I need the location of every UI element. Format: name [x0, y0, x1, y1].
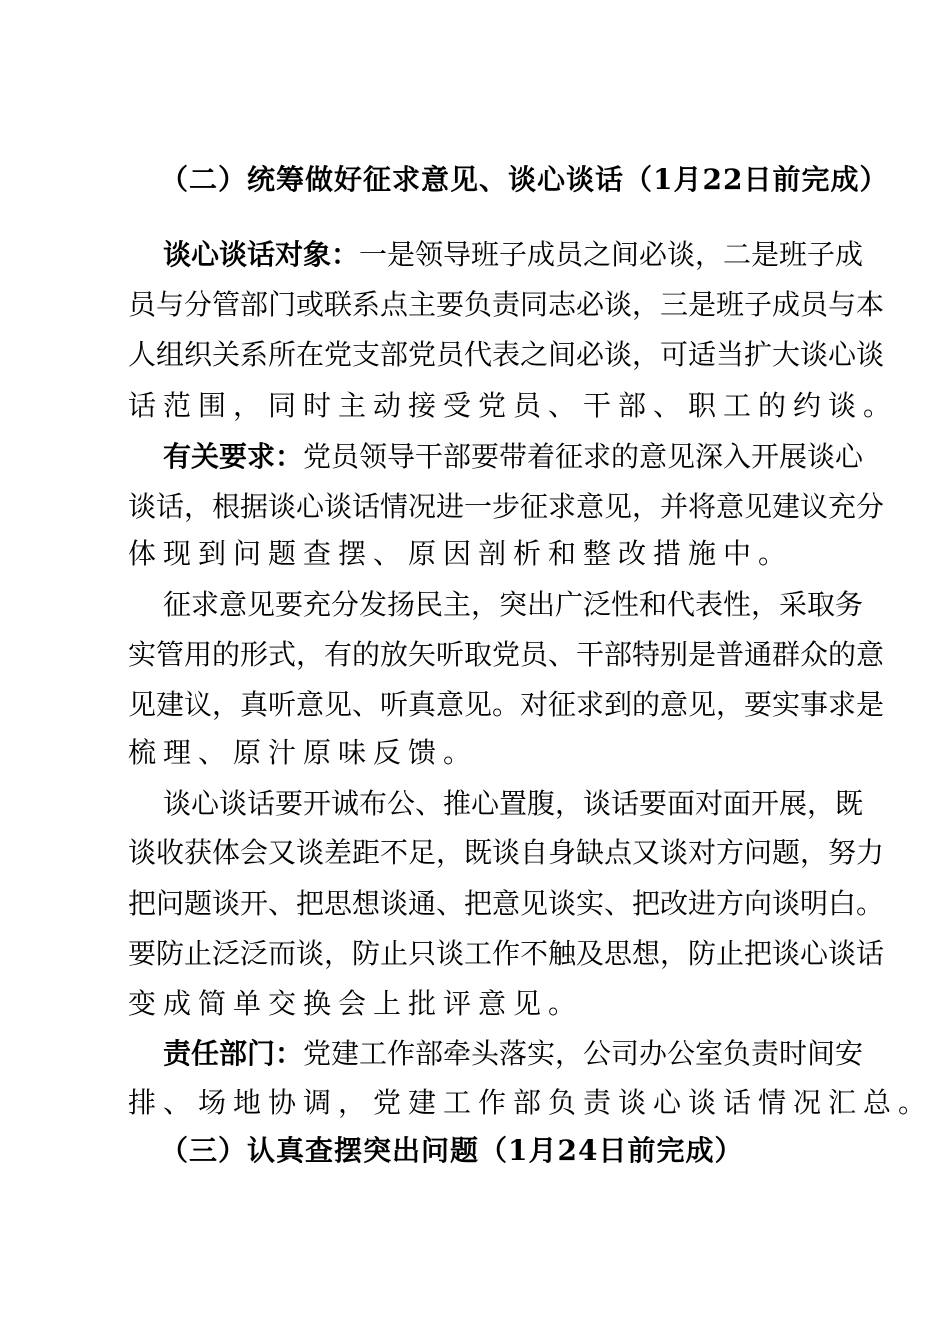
section-heading-2: （二）统筹做好征求意见、谈心谈话（1月22日前完成） — [160, 163, 889, 196]
paragraph-line: 谈心谈话要开诚布公、推心置腹，谈话要面对面开展，既 — [163, 787, 864, 820]
paragraph-line: 见建议，真听意见、听真意见。对征求到的意见，要实事求是 — [128, 688, 885, 721]
paragraph-line: 人组织关系所在党支部党员代表之间必谈，可适当扩大谈心谈 — [128, 338, 885, 371]
paragraph-line: 话范围，同时主动接受党员、干部、职工的约谈。 — [128, 389, 899, 422]
paragraph-line: 员与分管部门或联系点主要负责同志必谈，三是班子成员与本 — [128, 288, 885, 321]
text: 一是领导班子成员之间必谈，二是班子成 — [359, 238, 864, 271]
text: 党建工作部牵头落实，公司办公室负责时间安 — [303, 1037, 864, 1070]
section-heading-3: （三）认真查摆突出问题（1月24日前完成） — [160, 1134, 744, 1167]
paragraph-line: 体现到问题查摆、原因剖析和整改措施中。 — [128, 537, 794, 570]
paragraph-line: 变成简单交换会上批评意见。 — [128, 987, 584, 1020]
paragraph-line: 梳理、原汁原味反馈。 — [128, 736, 479, 769]
paragraph-line: 实管用的形式，有的放矢听取党员、干部特别是普通群众的意 — [128, 638, 885, 671]
paragraph-line: 要防止泛泛而谈，防止只谈工作不触及思想，防止把谈心谈话 — [128, 937, 885, 970]
paragraph-responsible-dept-line — [163, 1036, 864, 1072]
label-talk-targets: 谈心谈话对象： — [163, 238, 360, 271]
paragraph-line: 把问题谈开、把思想谈通、把意见谈实、把改进方向谈明白。 — [128, 887, 885, 920]
paragraph-line: 谈收获体会又谈差距不足，既谈自身缺点又谈对方问题，努力 — [128, 836, 885, 869]
paragraph-talk-targets-line — [163, 237, 864, 273]
label-requirements: 有关要求： — [163, 440, 304, 473]
paragraph-line: 谈话，根据谈心谈话情况进一步征求意见，并将意见建议充分 — [128, 490, 885, 523]
paragraph-requirements-line — [163, 439, 864, 475]
label-responsible-dept: 责任部门： — [163, 1037, 304, 1070]
paragraph-line: 征求意见要充分发扬民主，突出广泛性和代表性，采取务 — [163, 588, 864, 621]
text: 党员领导干部要带着征求的意见深入开展谈心 — [303, 440, 864, 473]
paragraph-line: 排、场地协调，党建工作部负责谈心谈话情况汇总。 — [128, 1086, 934, 1119]
